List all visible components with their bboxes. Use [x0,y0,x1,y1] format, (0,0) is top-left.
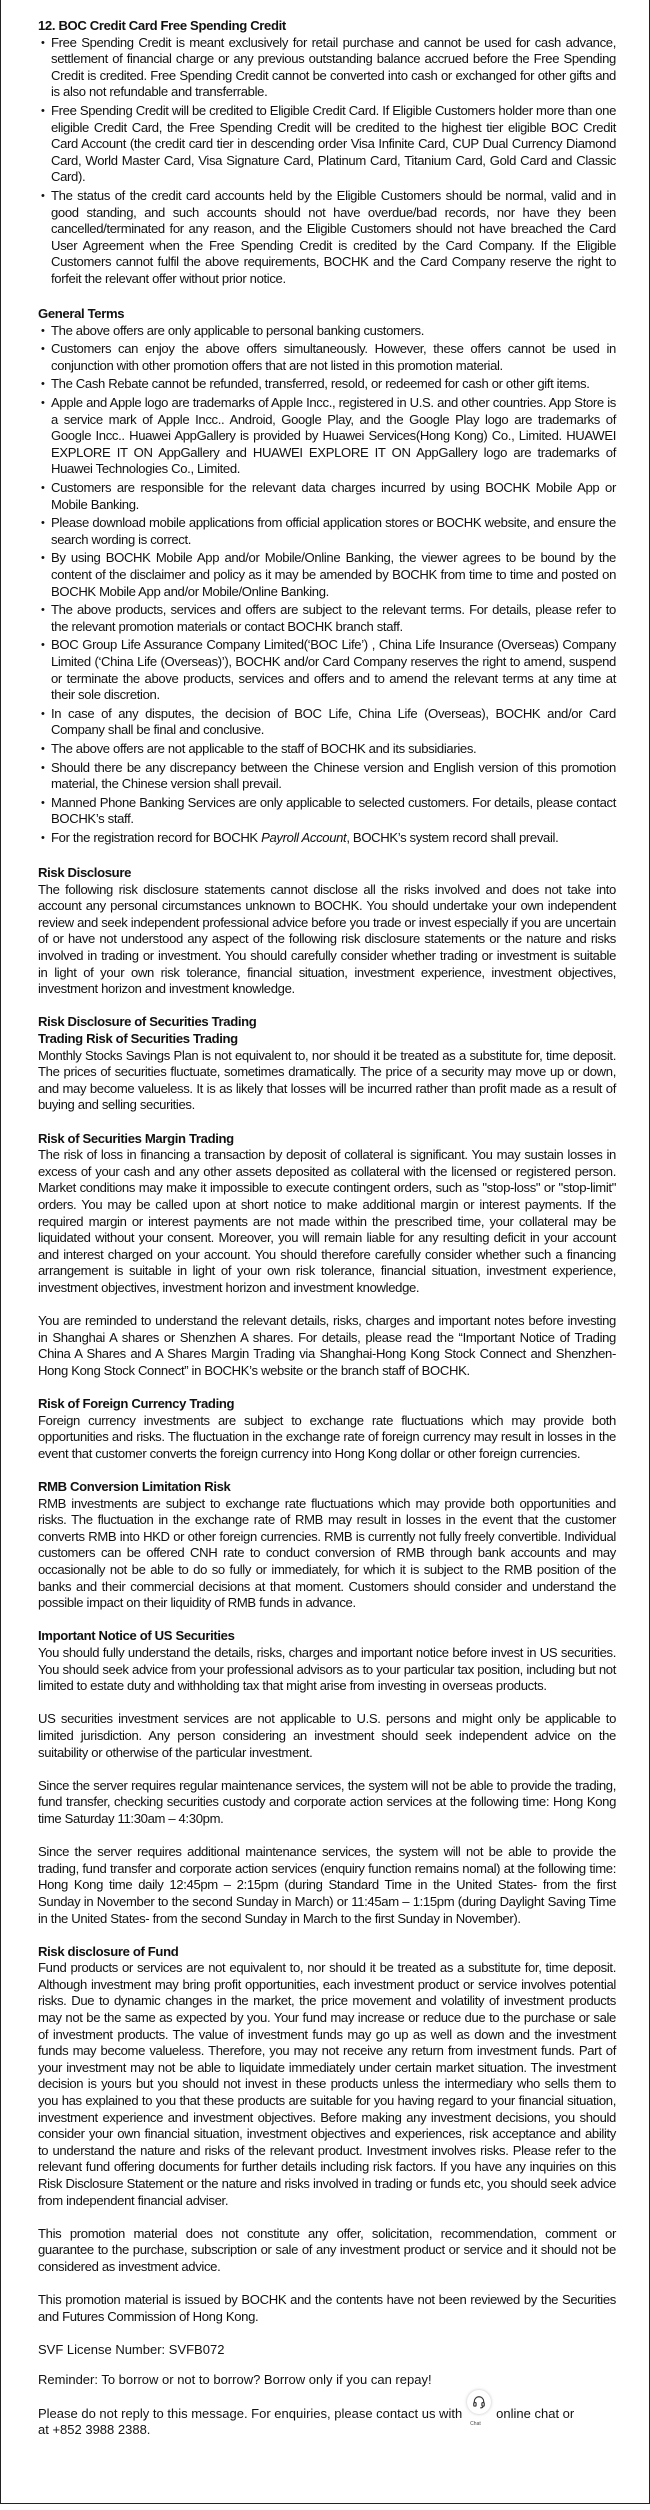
paragraph: The following risk disclosure statements cannot disclose all the risks involved and does not take into account any personal circumstances unknown to BOCHK. You should undertake your own independent review and seek independent professional advice before you trade or invest especially if you are uncertain of or have not understood any aspect of the following risk disclosure statements or the nature and risks involved in trading or investment. You should carefully consider whether trading or investment is suitable in light of your own risk tolerance, financial situation, investment experience, investment objectives, investment horizon and investment knowledge. [38,881,616,997]
list-item: • The status of the credit card accounts held by the Eligible Customers should be normal, valid and in good standing, and such accounts should not have overdue/bad records, nor have they been cancelled/terminated for any reason, and the Eligible Customers should not have breached the Card User Agreement when the Free Spending Credit is credited by the Card Company. If the Eligible Customers cannot fulfil the above requirements, BOCHK and the Card Company reserve the right to forfeit the relevant offer without prior notice. [38,188,616,288]
paragraph: Foreign currency investments are subject to exchange rate fluctuations which may provide both opportunities and risks. The fluctuation in the exchange rate of foreign currency may result in losses in the event that customer converts the foreign currency into Hong Kong dollar or other foreign currencies. [38,1412,616,1461]
paragraph: Monthly Stocks Savings Plan is not equivalent to, nor should it be treated as a substitute for, time deposit. The prices of securities fluctuate, sometimes dramatically. The price of a security may move up or down, and may become valueless. It is as likely that losses will be incurred rather than profit made as a result of buying and selling securities. [38,1047,616,1113]
paragraph: This promotion material is issued by BOCHK and the contents have not been reviewed by the Securities and Futures Commission of Hong Kong. [38,2292,616,2324]
paragraph: RMB investments are subject to exchange rate fluctuations which may provide both opportunities and risks. The fluctuation in the exchange rate of RMB may result in losses in the event that the customer converts RMB into HKD or other foreign currencies. RMB is currently not fully freely convertible. Individual customers can be offered CNH rate to conduct conversion of RMB through bank accounts and may occasionally not be able to do so fully or immediately, for which it is subject to the RMB position of the banks and their commercial decisions at that moment. Customers should consider and understand the possible impact on their liquidity of RMB funds in advance. [38,1495,616,1611]
list-item: • The above products, services and offers are subject to the relevant terms. For details, please refer to the relevant promotion materials or contact BOCHK branch staff. [38,602,616,635]
section-title: RMB Conversion Limitation Risk [38,1479,231,1495]
section-title: Important Notice of US Securities [38,1628,235,1644]
list-item: • Free Spending Credit will be credited to Eligible Credit Card. If Eligible Customers holder more than one eligible Credit Card, the Free Spending Credit will be credited to the highest tier eligible BOC Credit Card Account (the credit card tier in descending order Visa Infinite Card, CUP Dual Currency Diamond Card, World Master Card, Visa Signature Card, Platinum Card, Titanium Card, Gold Card and Classic Card). [38,103,616,186]
section-title: Risk Disclosure of Securities Trading [38,1014,257,1030]
section-title: 12. BOC Credit Card Free Spending Credit [38,18,286,33]
paragraph: This promotion material does not constitute any offer, solicitation, recommendation, comment or guarantee to the purchase, subscription or sale of any investment product or service and it should not be considered as investment advice. [38,2225,616,2274]
svf-license-number: SVF License Number: SVFB072 [38,2341,225,2357]
paragraph: You should fully understand the details, risks, charges and important notice before invest in US securities. You should seek advice from your professional advisors as to your particular tax position, including but not limited to estate duty and withholding tax that might arise from investing in overseas products. [38,1645,616,1694]
list-item: • Free Spending Credit is meant exclusively for retail purchase and cannot be used for cash advance, settlement of financial charge or any previous outstanding balance accrued before the Free Spending Credit is credited. Free Spending Credit cannot be converted into cash or exchanged for other gifts and is also not refundable and transferrable. [38,35,616,101]
list-item: • Manned Phone Banking Services are only applicable to selected customers. For details, please contact BOCHK’s staff. [38,795,616,828]
contact-notice [38,2402,616,2438]
section-subtitle: Trading Risk of Securities Trading [38,1031,238,1047]
payroll-account-text: Payroll Account [261,829,347,845]
paragraph: Since the server requires regular maintenance services, the system will not be able to provide the trading, fund transfer, checking securities custody and corporate action services at the following time: Hong Kong time Saturday 11:30am – 4:30pm. [38,1777,616,1826]
bullet-list [38,35,616,288]
text: , BOCHK’s system record shall prevail. [346,829,559,845]
list-item: • In case of any disputes, the decision of BOC Life, China Life (Overseas), BOCHK and/or Card Company shall be final and conclusive. [38,706,616,739]
headset-icon [467,2390,491,2414]
list-item: • Apple and Apple logo are trademarks of Apple Incc., registered in U.S. and other countries. App Store is a service mark of Apple Incc.. Android, Google Play, and the Google Play logo are trademarks of Google Incc.. Huawei AppGallery is provided by Huawei Services(Hong Kong) Co., Limited. HUAWEI EXPLORE IT ON AppGallery and HUAWEI EXPLORE IT ON AppGallery logo are trademarks of Huawei Technologies Co., Limited. [38,395,616,478]
list-item: • The above offers are not applicable to the staff of BOCHK and its subsidiaries. [38,741,616,758]
list-item: • The Cash Rebate cannot be refunded, transferred, resold, or redeemed for cash or other gift items. [38,376,616,393]
list-item: • Customers are responsible for the relevant data charges incurred by using BOCHK Mobile App or Mobile Banking. [38,480,616,513]
contact-phone: at +852 3988 2388. [38,2421,151,2437]
list-item: • By using BOCHK Mobile App and/or Mobile/Online Banking, the viewer agrees to be bound by the content of the disclaimer and policy as it may be amended by BOCHK from time to time and posted on BOCHK Mobile App and/or Mobile/Online Banking. [38,550,616,600]
paragraph: US securities investment services are not applicable to U.S. persons and might only be applicable to limited jurisdiction. Any person considering an investment should seek independent advice on the suitability or otherwise of the particular investment. [38,1711,616,1760]
section-title: General Terms [38,306,125,322]
paragraph: Since the server requires additional maintenance services, the system will not be able to provide the trading, fund transfer and corporate action services (enquiry function remains nomal) at the following time: Hong Kong time daily 12:45pm – 2:15pm (during Standard Time in the United States- from the first Sunday in November to the second Sunday in March) or 11:45am – 1:15pm (during Daylight Saving Time in the United States- from the second Sunday in March to the first Sunday in November). [38,1844,616,1926]
list-item [38,830,616,847]
chat-label: Chat [470,2420,481,2427]
section-title: Risk disclosure of Fund [38,1943,179,1959]
chat-button[interactable] [466,2402,492,2427]
section-title: Risk of Securities Margin Trading [38,1130,234,1146]
section-title: Risk Disclosure [38,865,131,881]
bullet-list [38,323,616,847]
section-title: Risk of Foreign Currency Trading [38,1396,235,1412]
contact-text: Please do not reply to this message. For enquiries, please contact us with [38,2405,463,2421]
list-item: • BOC Group Life Assurance Company Limited(‘BOC Life’) , China Life Insurance (Overseas) Company Limited (‘China Life (Overseas)’), BOCHK and/or Card Company reserves the right to amend, suspend or terminate the above products, services and offers and to amend the relevant terms at any time at their sole discretion. [38,637,616,703]
paragraph: The risk of loss in financing a transaction by deposit of collateral is significant. You may sustain losses in excess of your cash and any other assets deposited as collateral with the licensed or registered person. Market conditions may make it impossible to execute contingent orders, such as "stop-loss" or "stop-limit" orders. You may be called upon at short notice to make additional margin or interest payments. If the required margin or interest payments are not made within the prescribed time, your collateral may be liquidated without your consent. Moreover, you will remain liable for any resulting deficit in your account and interest charged on your account. You should therefore carefully consider whether such a financing arrangement is suitable in light of your own risk tolerance, financial situation, investment experience, investment objectives, investment horizon and investment knowledge. [38,1147,616,1295]
text: For the registration record for BOCHK [51,829,262,845]
promotion-terms-document [38,18,616,2438]
contact-text: online chat or [496,2405,575,2421]
list-item: • Customers can enjoy the above offers simultaneously. However, these offers cannot be used in conjunction with other promotion offers that are not listed in this promotion material. [38,341,616,374]
paragraph: You are reminded to understand the relevant details, risks, charges and important notes before investing in Shanghai A shares or Shenzhen A shares. For details, please read the “Important Notice of Trading China A Shares and A Shares Margin Trading via Shanghai-Hong Kong Stock Connect and Shenzhen-Hong Kong Stock Connect” in BOCHK’s website or the branch staff of BOCHK. [38,1313,616,1378]
list-item: • Please download mobile applications from official application stores or BOCHK website, and ensure the search wording is correct. [38,515,616,548]
paragraph: Fund products or services are not equivalent to, nor should it be treated as a substitute for, time deposit. Although investment may bring profit opportunities, each investment product or service involves potential risks. Due to dynamic changes in the market, the price movement and volatility of investment products may not be the same as expected by you. Your fund may increase or reduce due to the purchase or sale of investment products. The value of investment funds may go up as well as down and the investment funds may become valueless. Therefore, you may not receive any return from investment funds. Part of your investment may not be able to liquidate immediately under certain market situation. The investment decision is yours but you should not invest in these products unless the intermediary who sells them to you has explained to you that these products are suitable for you having regard to your financial situation, investment experience and investment objectives. Before making any investment decisions, you should consider your own financial situation, investment objectives and experiences, risk acceptance and ability to understand the nature and risks of the relevant product. Investment involves risks. Please refer to the relevant fund offering documents for further details including risk factors. If you have any inquiries on this Risk Disclosure Statement or the nature and risks involved in trading or funds etc, you should seek advice from independent financial adviser. [38,1960,616,2208]
list-item: • Should there be any discrepancy between the Chinese version and English version of this promotion material, the Chinese version shall prevail. [38,760,616,793]
borrow-reminder: Reminder: To borrow or not to borrow? Borrow only if you can repay! [38,2371,432,2387]
list-item: • The above offers are only applicable to personal banking customers. [38,323,616,340]
